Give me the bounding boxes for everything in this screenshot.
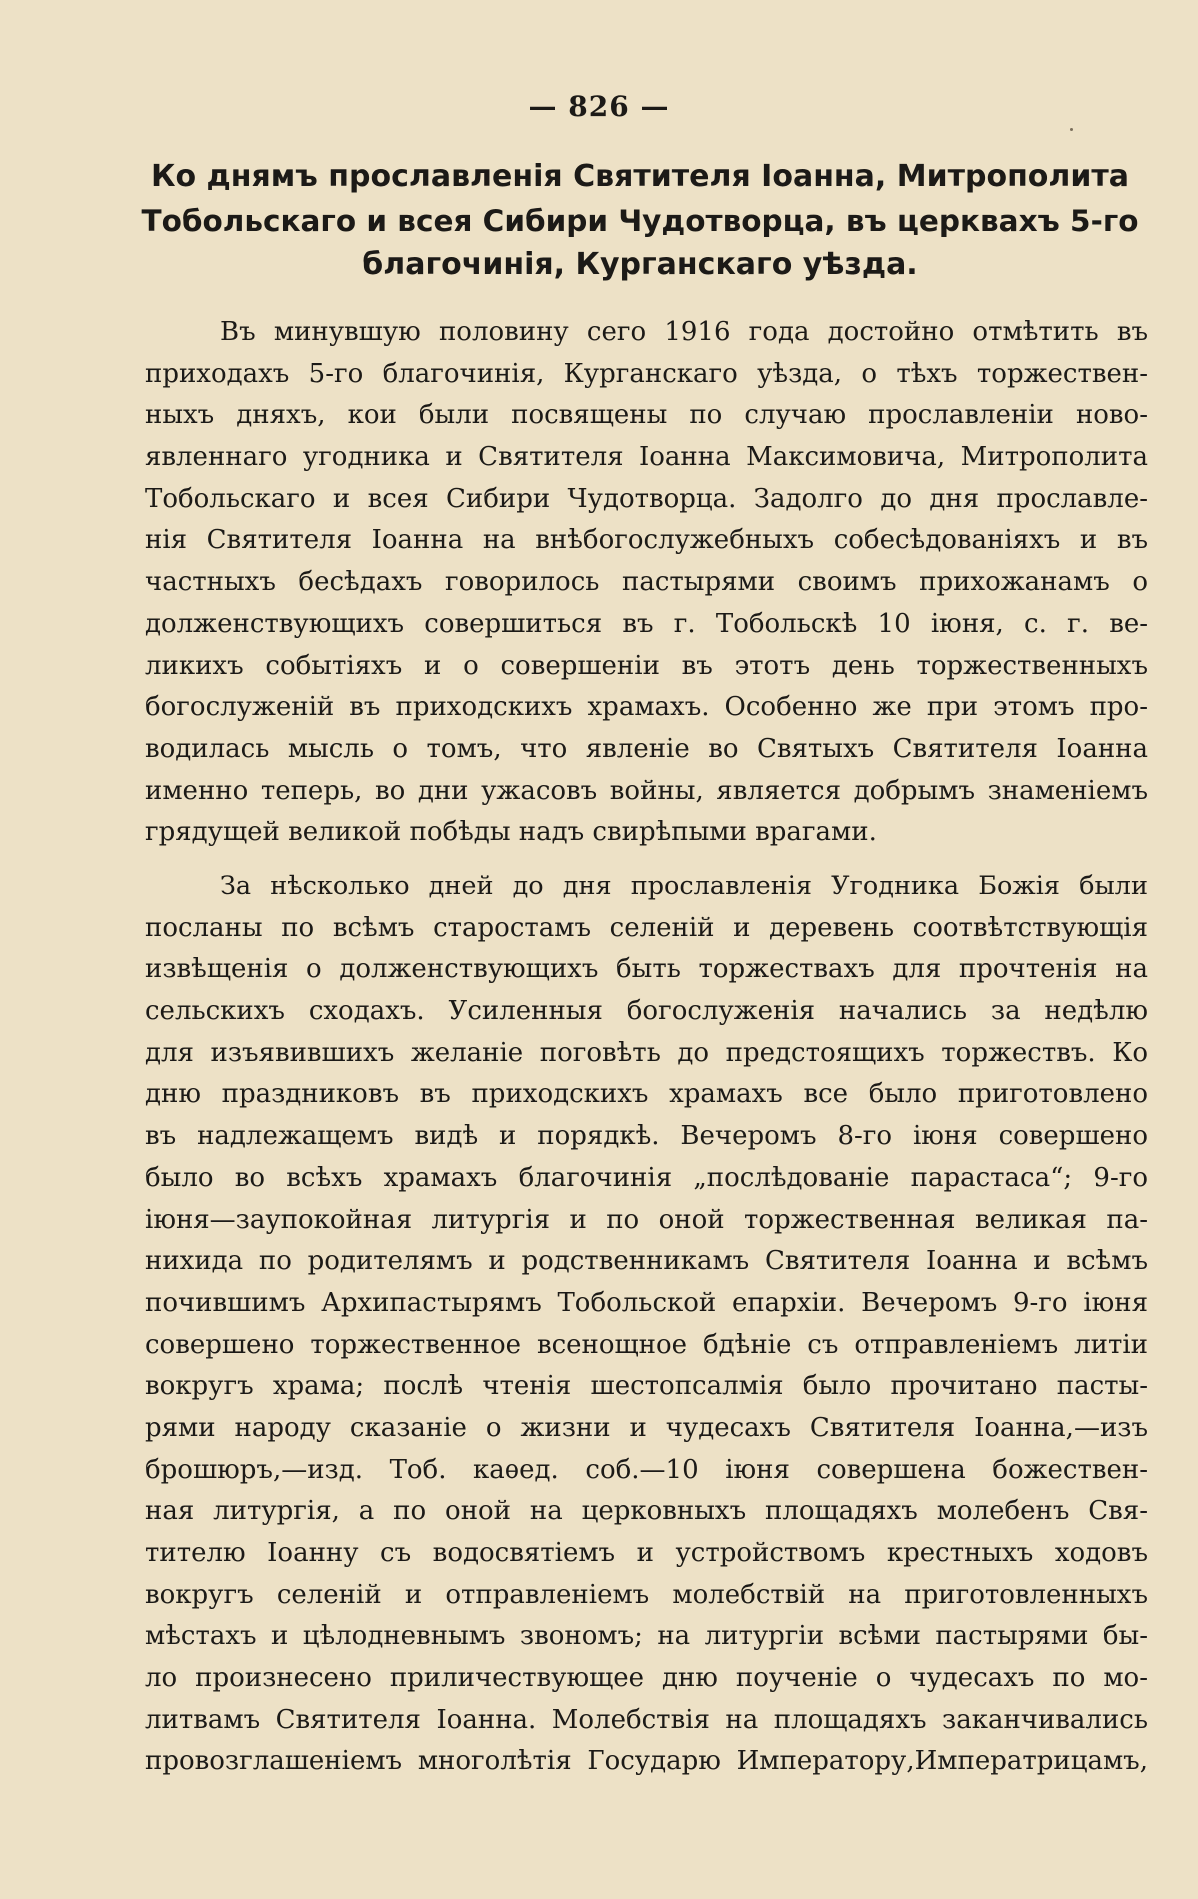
text-line: литвамъ Святителя Іоанна. Молебствія на площадяхъ заканчивались [145,1704,1148,1735]
text-line: Тобольскаго и всея Сибири Чудотворца. Задолго до дня прославле- [145,483,1148,514]
title-line: благочинія, Курганскаго уѣзда. [362,247,918,282]
text-line: вокругъ храма; послѣ чтенія шестопсалмія было прочитано пасты- [145,1371,1148,1402]
text-line: вокругъ селеній и отправленіемъ молебствій на приготовленныхъ [145,1579,1148,1610]
text-line: брошюръ,—изд. Тоб. каѳед. соб.—10 іюня совершена божествен- [145,1454,1148,1485]
text-line: для изъявившихъ желаніе поговѣть до предстоящихъ торжествъ. Ко [145,1037,1148,1068]
text-line: нія Святителя Іоанна на внѣбогослужебныхъ собесѣдованіяхъ и въ [145,525,1148,556]
text-line: Въ минувшую половину сего 1916 года достойно отмѣтить въ [220,317,1148,347]
page-number: — 826 — [528,90,670,123]
text-line: частныхъ бесѣдахъ говорилось пастырями своимъ прихожанамъ о [145,567,1148,598]
text-line: іюня—заупокойная литургія и по оной торжественная великая па- [145,1204,1148,1235]
text-line: сельскихъ сходахъ. Усиленныя богослуженія начались за недѣлю [145,996,1148,1027]
text-line: явленнаго угодника и Святителя Іоанна Максимовича, Митрополита [145,442,1148,473]
text-line: грядущей великой побѣды надъ свирѣпыми врагами. [145,817,877,848]
title-line: Тобольскаго и всея Сибири Чудотворца, въ церквахъ 5-го [141,204,1139,238]
text-line: долженствующихъ совершиться въ г. Тобольскѣ 10 іюня, с. г. ве- [145,608,1148,639]
text-line: ло произнесено приличествующее дню поученіе о чудесахъ по мо- [145,1663,1148,1694]
text-line: провозглашеніемъ многолѣтія Государю Императору,Императрицамъ, [145,1746,1148,1777]
text-line: было во всѣхъ храмахъ благочинія „послѣдованіе парастаса“; 9-го [145,1162,1148,1193]
text-line: почившимъ Архипастырямъ Тобольской епархіи. Вечеромъ 9-го іюня [145,1287,1148,1318]
paragraph-2 [145,866,1148,1783]
text-line: извѣщенія о долженствующихъ быть торжествахъ для прочтенія на [145,954,1148,985]
text-line: дню праздниковъ въ приходскихъ храмахъ все было приготовлено [145,1079,1148,1110]
text-line: нихида по родителямъ и родственникамъ Святителя Іоанна и всѣмъ [145,1246,1148,1277]
article-title [140,155,1140,287]
text-line: посланы по всѣмъ старостамъ селеній и деревень соотвѣтствующія [145,912,1148,943]
text-line: тителю Іоанну съ водосвятіемъ и устройствомъ крестныхъ ходовъ [145,1538,1148,1568]
text-line: богослуженій въ приходскихъ храмахъ. Особенно же при этомъ про- [145,692,1148,723]
text-line: ныхъ дняхъ, кои были посвящены по случаю прославленіи ново- [145,400,1148,431]
text-line: ликихъ событіяхъ и о совершеніи въ этотъ день торжественныхъ [145,650,1148,681]
paper-speck [1070,128,1073,131]
text-line: рями народу сказаніе о жизни и чудесахъ Святителя Іоанна,—изъ [145,1412,1148,1443]
title-line: Ко днямъ прославленія Святителя Іоанна, Митрополита [150,159,1130,194]
paragraph-1 [145,312,1148,854]
text-line: приходахъ 5-го благочинія, Курганскаго уѣзда, о тѣхъ торжествен- [145,358,1148,389]
text-line: водилась мысль о томъ, что явленіе во Святыхъ Святителя Іоанна [145,733,1148,764]
text-line: мѣстахъ и цѣлодневнымъ звономъ; на литургіи всѣми пастырями бы- [145,1621,1148,1652]
text-line: ная литургія, а по оной на церковныхъ площадяхъ молебенъ Свя- [145,1496,1148,1527]
text-line: въ надлежащемъ видѣ и порядкѣ. Вечеромъ 8-го іюня совершено [145,1121,1148,1152]
text-line: именно теперь, во дни ужасовъ войны, является добрымъ знаменіемъ [145,775,1148,806]
text-line: совершено торжественное всенощное бдѣніе съ отправленіемъ литіи [145,1329,1148,1360]
text-line: За нѣсколько дней до дня прославленія Угодника Божія были [220,871,1148,901]
